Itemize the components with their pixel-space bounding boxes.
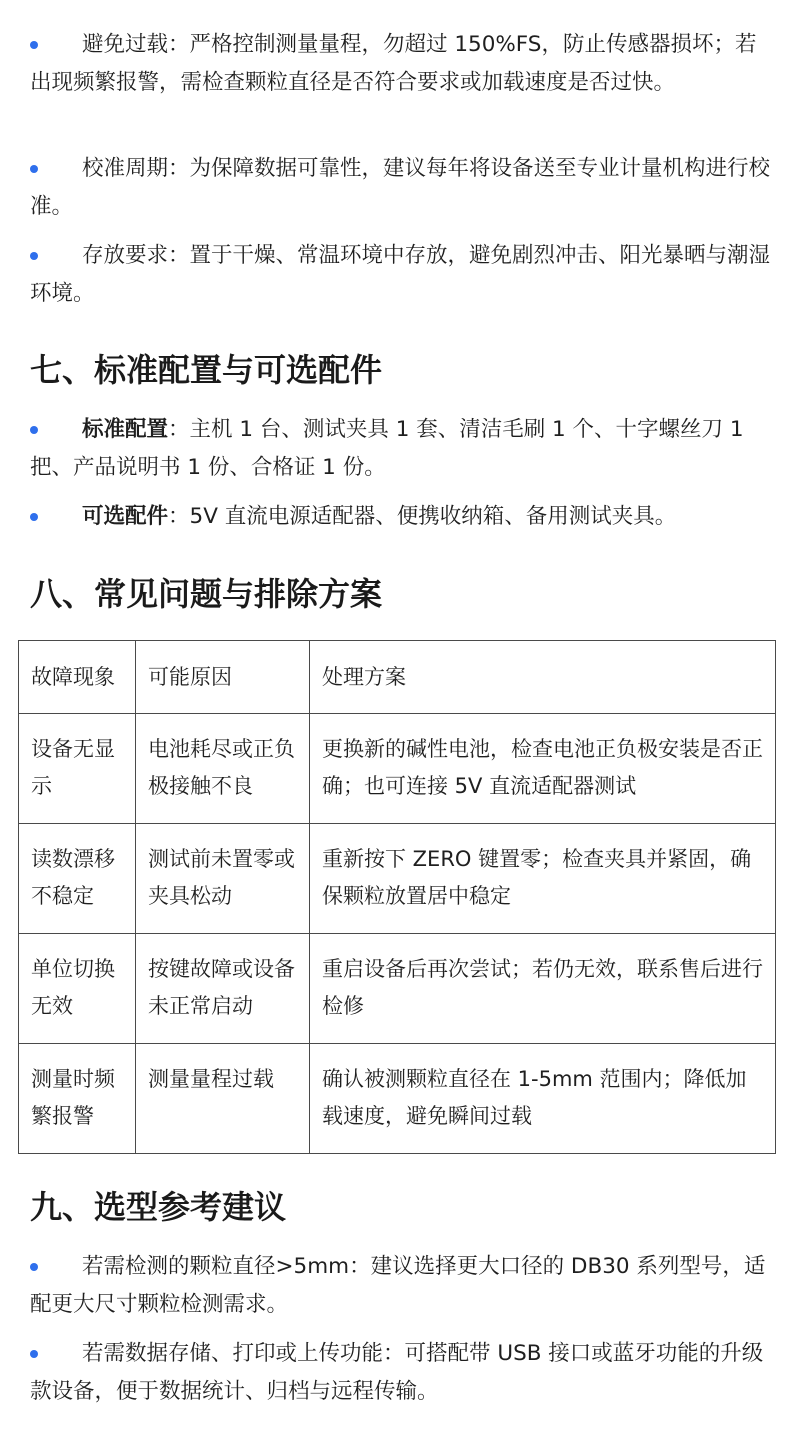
table-cell: 测量时频繁报警 bbox=[19, 1044, 136, 1154]
list-item-text: 若需数据存储、打印或上传功能：可搭配带 USB 接口或蓝牙功能的升级款设备，便于数据统计、归档与远程传输。 bbox=[30, 1341, 764, 1404]
list-item bbox=[30, 411, 770, 498]
column-header: 故障现象 bbox=[19, 641, 136, 714]
table-header-row bbox=[19, 641, 776, 714]
bullet-icon bbox=[30, 165, 38, 173]
bullet-icon bbox=[30, 252, 38, 260]
section-heading-9: 九、选型参考建议 bbox=[30, 1188, 287, 1226]
list-item-text: 存放要求：置于干燥、常温环境中存放，避免剧烈冲击、阳光暴晒与潮湿环境。 bbox=[30, 243, 771, 306]
bullet-icon bbox=[30, 1350, 38, 1358]
list-item-label: 可选配件 bbox=[82, 504, 169, 529]
section-heading-7: 七、标准配置与可选配件 bbox=[30, 351, 383, 389]
table-cell: 读数漂移不稳定 bbox=[19, 824, 136, 934]
list-item bbox=[30, 26, 770, 150]
list-item-text: 校准周期：为保障数据可靠性，建议每年将设备送至专业计量机构进行校准。 bbox=[30, 156, 771, 219]
list-item bbox=[30, 1248, 770, 1335]
section-heading-8: 八、常见问题与排除方案 bbox=[30, 575, 383, 613]
list-item-text: 若需检测的颗粒直径>5mm：建议选择更大口径的 DB30 系列型号，适配更大尺寸颗粒检测需求。 bbox=[30, 1254, 766, 1317]
care-list bbox=[30, 26, 770, 313]
bullet-icon bbox=[30, 426, 38, 434]
table-cell: 测试前未置零或夹具松动 bbox=[136, 824, 310, 934]
table-cell: 重新按下 ZERO 键置零；检查夹具并紧固，确保颗粒放置居中稳定 bbox=[310, 824, 776, 934]
list-item bbox=[30, 237, 770, 313]
table-cell: 更换新的碱性电池，检查电池正负极安装是否正确；也可连接 5V 直流适配器测试 bbox=[310, 714, 776, 824]
table-cell: 设备无显示 bbox=[19, 714, 136, 824]
list-item-text: ：主机 1 台、测试夹具 1 套、清洁毛刷 1 个、十字螺丝刀 1 把、产品说明书 1 份、合格证 1 份。 bbox=[30, 417, 744, 480]
table-row bbox=[19, 934, 776, 1044]
list-item bbox=[30, 150, 770, 237]
table-cell: 重启设备后再次尝试；若仍无效，联系售后进行检修 bbox=[310, 934, 776, 1044]
table-row bbox=[19, 824, 776, 934]
table-cell: 单位切换无效 bbox=[19, 934, 136, 1044]
column-header: 可能原因 bbox=[136, 641, 310, 714]
bullet-icon bbox=[30, 1263, 38, 1271]
list-item-label: 标准配置 bbox=[82, 417, 169, 442]
table-cell: 电池耗尽或正负极接触不良 bbox=[136, 714, 310, 824]
bullet-icon bbox=[30, 513, 38, 521]
table-row bbox=[19, 714, 776, 824]
list-item-text: ：5V 直流电源适配器、便携收纳箱、备用测试夹具。 bbox=[168, 504, 677, 529]
table-cell: 确认被测颗粒直径在 1-5mm 范围内；降低加载速度，避免瞬间过载 bbox=[310, 1044, 776, 1154]
list-item bbox=[30, 1335, 770, 1411]
bullet-icon bbox=[30, 41, 38, 49]
table-cell: 按键故障或设备未正常启动 bbox=[136, 934, 310, 1044]
config-list bbox=[30, 411, 770, 538]
selection-list bbox=[30, 1248, 770, 1411]
list-item bbox=[30, 498, 770, 538]
table-cell: 测量量程过载 bbox=[136, 1044, 310, 1154]
faq-table bbox=[18, 640, 776, 1154]
table-row bbox=[19, 1044, 776, 1154]
column-header: 处理方案 bbox=[310, 641, 776, 714]
list-item-text: 避免过载：严格控制测量量程，勿超过 150%FS，防止传感器损坏；若出现频繁报警，需检查颗粒直径是否符合要求或加载速度是否过快。 bbox=[30, 32, 757, 95]
